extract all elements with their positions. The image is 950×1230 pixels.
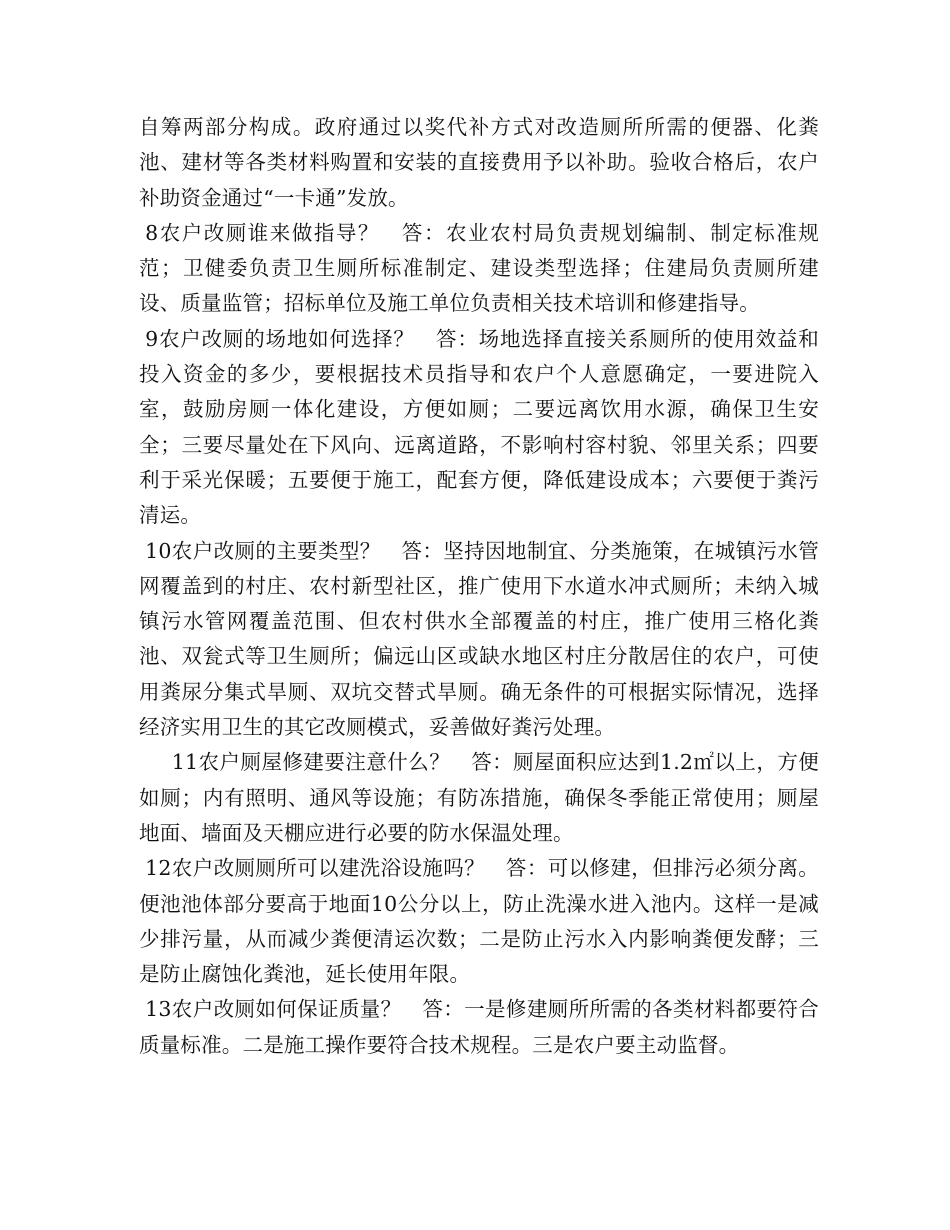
paragraph-q13-quality-assurance: 13农户改厕如何保证质量？ 答：一是修建厕所所需的各类材料都要符合质量标准。二是施工操作要符合技术规程。三是农户要主动监督。 (139, 997, 819, 1057)
paragraph-q11-construction-notes: 11农户厕屋修建要注意什么？ 答：厕屋面积应达到1.2㎡以上，方便如厕；内有照明、通风等设施；有防冻措施，确保冬季能正常使用；厕屋地面、墙面及天棚应进行必要的防水保温处理。 (139, 750, 819, 845)
document-body (139, 110, 819, 1063)
paragraph-q8-guidance: 8农户改厕谁来做指导？ 答：农业农村局负责规划编制、制定标准规范；卫健委负责卫生厕所标准制定、建设类型选择；住建局负责厕所建设、质量监管；招标单位及施工单位负责相关技术培训和修建指导。 (139, 220, 819, 316)
paragraph-q10-main-types: 10农户改厕的主要类型？ 答：坚持因地制宜、分类施策，在城镇污水管网覆盖到的村庄、农村新型社区，推广使用下水道水冲式厕所；未纳入城镇污水管网覆盖范围、但农村供水全部覆盖的村庄，推广使用三格化粪池、双瓮式等卫生厕所；偏远山区或缺水地区村庄分散居住的农户，可使用粪尿分集式旱厕、双坑交替式旱厕。确无条件的可根据实际情况，选择经济实用卫生的其它改厕模式，妥善做好粪污处理。 (139, 538, 819, 740)
paragraph-q12-bathing-facilities: 12农户改厕厕所可以建洗浴设施吗？ 答：可以修建，但排污必须分离。便池池体部分要高于地面10公分以上，防止洗澡水进入池内。这样一是减少排污量，从而减少粪便清运次数；二是防止污水入内影响粪便发酵；三是防止腐蚀化粪池，延长使用年限。 (139, 856, 819, 987)
paragraph-funding-continuation: 自筹两部分构成。政府通过以奖代补方式对改造厕所所需的便器、化粪池、建材等各类材料购置和安装的直接费用予以补助。验收合格后，农户补助资金通过“一卡通”发放。 (139, 115, 819, 210)
paragraph-q9-site-selection: 9农户改厕的场地如何选择？ 答：场地选择直接关系厕所的使用效益和投入资金的多少，要根据技术员指导和农户个人意愿确定，一要进院入室，鼓励房厕一体化建设，方便如厕；二要远离饮用水源，确保卫生安全；三要尽量处在下风向、远离道路，不影响村容村貌、邻里关系；四要利于采光保暖；五要便于施工，配套方便，降低建设成本；六要便于粪污清运。 (139, 326, 819, 528)
